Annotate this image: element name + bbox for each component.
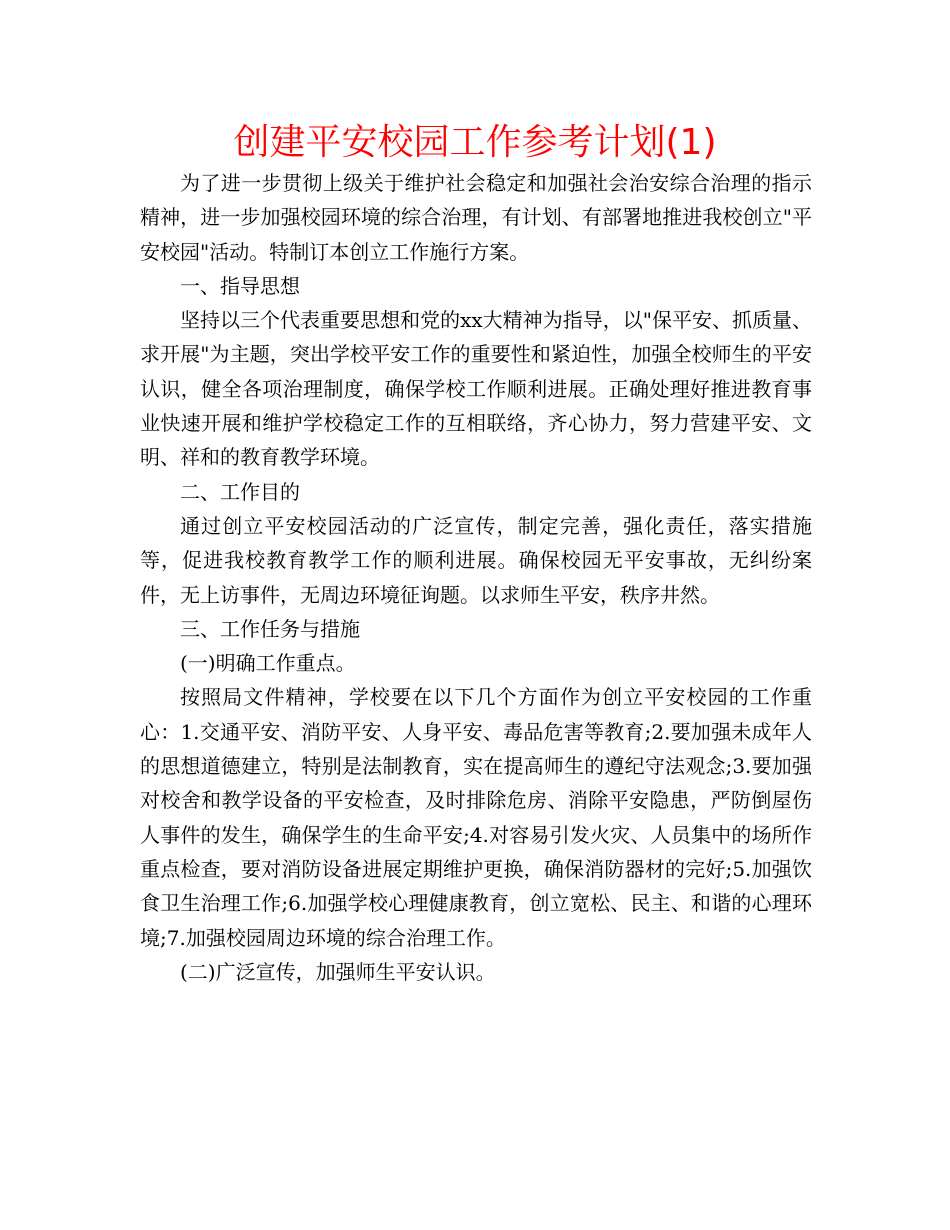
subheading-clarify-focus: (一)明确工作重点。 (180, 651, 356, 676)
document-title: 创建平安校园工作参考计划(1) (233, 122, 717, 163)
subheading-publicity: (二)广泛宣传，加强师生平安认识。 (180, 959, 496, 984)
section-heading-tasks-measures: 三、工作任务与措施 (180, 616, 360, 641)
clarify-focus-paragraph: 按照局文件精神，学校要在以下几个方面作为创立平安校园的工作重心：1.交通平安、消防平安、人身平安、毒品危害等教育;2.要加强未成年人的思想道德建立，特别是法制教育，实在提高师生的遵纪守法观念;3.要加强对校舍和教学设备的平安检查，及时排除危房、消除平安隐患，严防倒屋伤人事件的发生，确保学生的生命平安;4.对容易引发火灾、人员集中的场所作重点检查，要对消防设备进展定期维护更换，确保消防器材的完好;5.加强饮食卫生治理工作;6.加强学校心理健康教育，创立宽松、民主、和谐的心理环境;7.加强校园周边环境的综合治理工作。 (140, 685, 812, 950)
work-goals-paragraph: 通过创立平安校园活动的广泛宣传，制定完善，强化责任，落实措施等，促进我校教育教学工作的顺利进展。确保校园无平安事故，无纠纷案件，无上访事件，无周边环境征询题。以求师生平安，秩序井然。 (140, 513, 812, 607)
intro-paragraph: 为了进一步贯彻上级关于维护社会稳定和加强社会治安综合治理的指示精神，进一步加强校园环境的综合治理，有计划、有部署地推进我校创立"平安校园"活动。特制订本创立工作施行方案。 (140, 171, 812, 264)
section-heading-work-goals: 二、工作目的 (180, 479, 300, 504)
document-body (140, 166, 812, 989)
guiding-ideology-paragraph: 坚持以三个代表重要思想和党的xx大精神为指导，以"保平安、抓质量、求开展"为主题，突出学校平安工作的重要性和紧迫性，加强全校师生的平安认识，健全各项治理制度，确保学校工作顺利进展。正确处理好推进教育事业快速开展和维护学校稳定工作的互相联络，齐心协力，努力营建平安、文明、祥和的教育教学环境。 (140, 308, 812, 470)
section-heading-guiding-ideology: 一、指导思想 (180, 273, 300, 298)
